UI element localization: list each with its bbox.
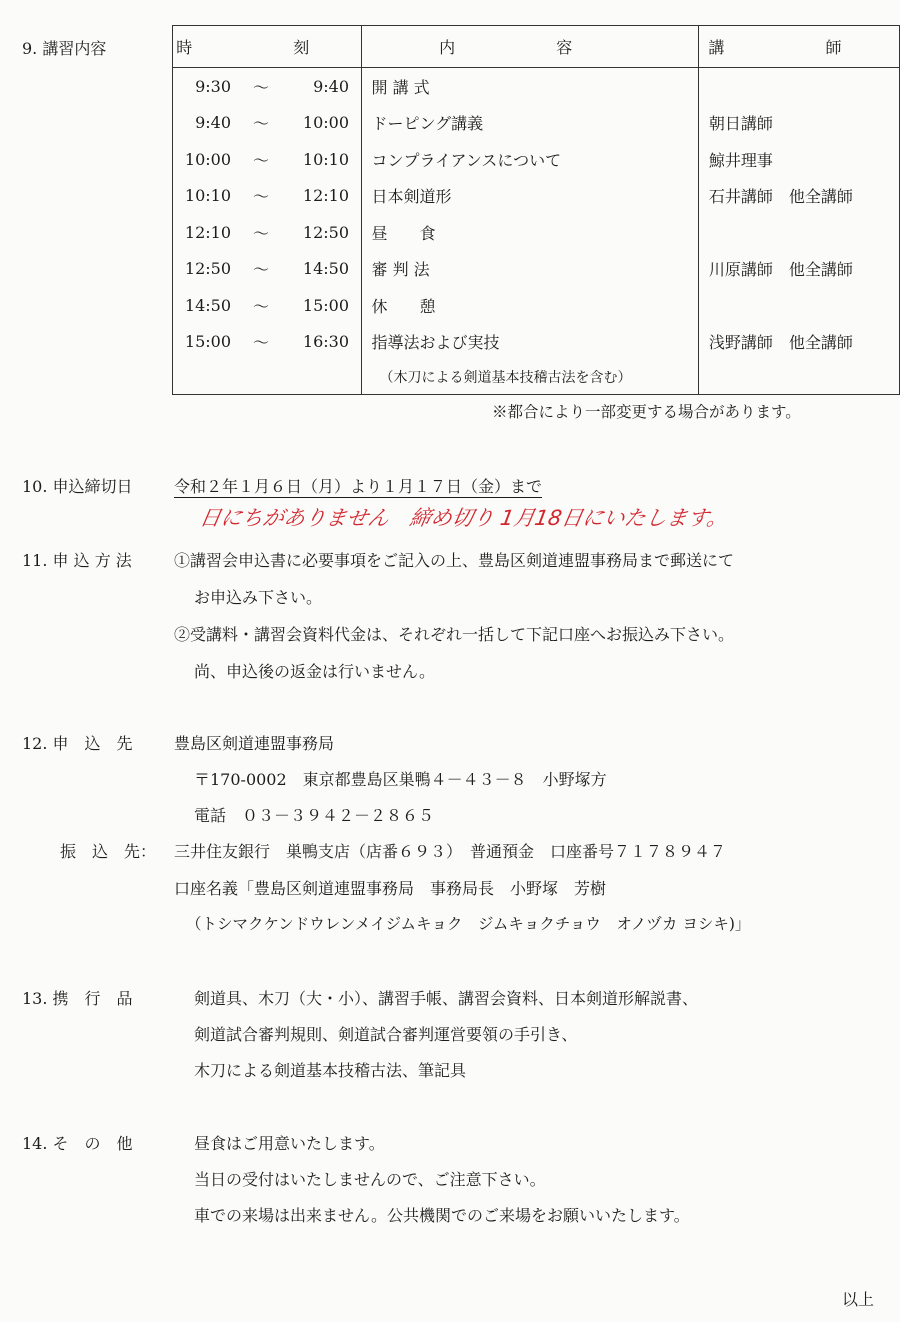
instructor-cell: 浅野講師 他全講師 [698, 324, 899, 361]
content-cell: 開 講 式 [361, 68, 698, 105]
content-cell: コンプライアンスについて [361, 141, 698, 178]
section-13-label: 13. 携 行 品 [22, 989, 133, 1008]
schedule-row [173, 251, 900, 288]
content-note: （木刀による剣道基本技稽古法を含む） [361, 360, 698, 395]
section-12-label: 12. 申 込 先 [22, 734, 133, 753]
header-instructor: 講 師 [698, 26, 899, 68]
other-line-3: 車での来場は出来ません。公共機関でのご来場をお願いいたします。 [194, 1206, 690, 1225]
deadline-text: 令和２年１月６日（月）より１月１７日（金）まで [174, 477, 543, 496]
header-content: 内 容 [361, 26, 698, 68]
section-9-label: 9. 講習内容 [22, 39, 107, 58]
end-time: 12:50 [302, 222, 349, 242]
schedule-row [173, 141, 900, 178]
schedule-row [173, 105, 900, 142]
time-cell [173, 214, 362, 251]
closing-text: 以上 [842, 1290, 875, 1309]
time-cell-empty [173, 360, 362, 395]
items-line-3: 木刀による剣道基本技稽古法、筆記具 [194, 1061, 467, 1080]
items-line-1: 剣道具、木刀（大・小）、講習手帳、講習会資料、日本剣道形解説書、 [194, 989, 699, 1008]
office-address: 〒170-0002 東京都豊島区巣鴨４－４３－８ 小野塚方 [194, 770, 607, 789]
time-cell [173, 251, 362, 288]
start-time: 12:10 [184, 222, 231, 242]
section-11-label: 11. 申 込 方 法 [22, 551, 132, 570]
items-line-2: 剣道試合審判規則、剣道試合審判運営要領の手引き、 [194, 1025, 578, 1044]
start-time: 9:30 [195, 76, 231, 96]
time-cell [173, 178, 362, 215]
method-line-3: ②受講料・講習会資料代金は、それぞれ一括して下記口座へお振込み下さい。 [174, 625, 735, 644]
method-line-2: お申込み下さい。 [194, 588, 323, 607]
account-kana: （トシマクケンドウレンメイジムキョク ジムキョクチョウ オノヅカ ヨシキ)」 [186, 915, 751, 933]
start-time: 12:50 [184, 259, 231, 279]
content-cell: 日本剣道形 [361, 178, 698, 215]
end-time: 16:30 [302, 332, 349, 352]
instructor-cell: 朝日講師 [698, 105, 899, 142]
time-cell [173, 141, 362, 178]
schedule-row [173, 324, 900, 361]
bank-info: 三井住友銀行 巣鴨支店（店番６９３） 普通預金 口座番号７１７８９４７ [174, 842, 727, 861]
time-cell [173, 105, 362, 142]
start-time: 10:10 [184, 186, 231, 206]
schedule-row [173, 214, 900, 251]
tilde: 〜 [252, 260, 269, 280]
office-name: 豊島区剣道連盟事務局 [174, 734, 335, 753]
method-line-1: ①講習会申込書に必要事項をご記入の上、豊島区剣道連盟事務局まで郵送にて [174, 551, 735, 570]
start-time: 10:00 [184, 149, 231, 169]
office-phone: 電話 ０３－３９４２－２８６５ [194, 806, 435, 825]
tilde: 〜 [252, 223, 269, 243]
other-line-1: 昼食はご用意いたします。 [194, 1134, 385, 1153]
tilde: 〜 [252, 333, 269, 353]
time-cell [173, 68, 362, 105]
schedule-row [173, 68, 900, 105]
time-cell [173, 324, 362, 361]
handwritten-note: 日にちがありません 締め切り 1月18日にいたします。 [197, 506, 731, 530]
start-time: 15:00 [184, 332, 231, 352]
transfer-label: 振 込 先： [60, 842, 157, 861]
end-time: 14:50 [302, 259, 349, 279]
content-cell: 審 判 法 [361, 251, 698, 288]
account-name: 口座名義「豊島区剣道連盟事務局 事務局長 小野塚 芳樹 [174, 879, 607, 898]
instructor-cell [698, 68, 899, 105]
other-line-2: 当日の受付はいたしませんので、ご注意下さい。 [194, 1170, 546, 1189]
instructor-cell [698, 287, 899, 324]
instructor-cell: 鯨井理事 [698, 141, 899, 178]
start-time: 9:40 [195, 113, 231, 133]
end-time: 12:10 [302, 186, 349, 206]
content-cell: 昼 食 [361, 214, 698, 251]
end-time: 10:00 [302, 113, 349, 133]
tilde: 〜 [252, 150, 269, 170]
start-time: 14:50 [184, 295, 231, 315]
tilde: 〜 [252, 77, 269, 97]
schedule-note-row [173, 360, 900, 395]
instructor-cell: 石井講師 他全講師 [698, 178, 899, 215]
section-10-label: 10. 申込締切日 [22, 477, 133, 496]
instructor-cell [698, 214, 899, 251]
tilde: 〜 [252, 296, 269, 316]
schedule-table [172, 25, 900, 395]
schedule-row [173, 178, 900, 215]
schedule-row [173, 287, 900, 324]
tilde: 〜 [252, 187, 269, 207]
tilde: 〜 [252, 114, 269, 134]
schedule-footnote: ※都合により一部変更する場合があります。 [492, 403, 801, 421]
end-time: 15:00 [302, 295, 349, 315]
instructor-cell-empty [698, 360, 899, 395]
content-cell: 休 憩 [361, 287, 698, 324]
content-cell: ドーピング講義 [361, 105, 698, 142]
instructor-cell: 川原講師 他全講師 [698, 251, 899, 288]
method-line-4: 尚、申込後の返金は行いません。 [194, 662, 435, 681]
content-cell: 指導法および実技 [361, 324, 698, 361]
header-time: 時 刻 [173, 26, 362, 68]
end-time: 10:10 [302, 149, 349, 169]
time-cell [173, 287, 362, 324]
section-14-label: 14. そ の 他 [22, 1134, 133, 1153]
end-time: 9:40 [313, 76, 349, 96]
